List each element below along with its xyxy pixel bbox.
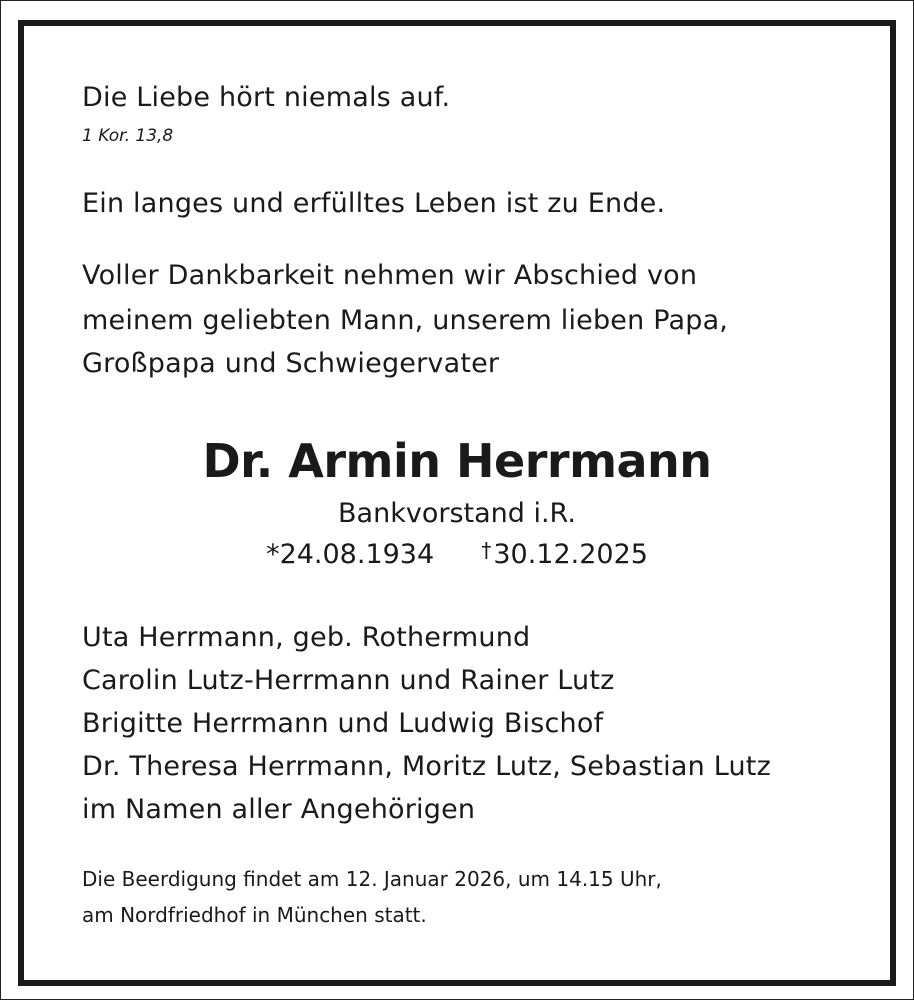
verse-text: Die Liebe hört niemals auf. [82,82,451,113]
verse-reference: 1 Kor. 13,8 [82,126,174,146]
mourner-line: Carolin Lutz-Herrmann und Rainer Lutz [82,665,615,696]
life-dates [24,538,890,570]
funeral-info-line: Die Beerdigung findet am 12. Januar 2026, um 14.15 Uhr, [82,867,662,891]
deceased-name: Dr. Armin Herrmann [202,434,712,488]
announcement-line: Voller Dankbarkeit nehmen wir Abschied von [82,260,698,291]
announcement-line: Großpapa und Schwiegervater [82,348,500,379]
mourner-line: Uta Herrmann, geb. Rothermund [82,622,531,653]
funeral-info-line: am Nordfriedhof in München statt. [82,903,427,927]
announcement-line: meinem geliebten Mann, unserem lieben Papa, [82,305,729,336]
mourner-line: Dr. Theresa Herrmann, Moritz Lutz, Sebastian Lutz [82,751,771,782]
mourner-line: im Namen aller Angehörigen [82,794,476,825]
obituary-notice [18,20,896,986]
birth-date: 24.08.1934 [279,539,435,570]
death-date: 30.12.2025 [493,539,648,570]
mourner-line: Brigitte Herrmann und Ludwig Bischof [82,708,604,739]
birth-symbol: * [266,539,280,570]
death-symbol: † [481,538,492,562]
deceased-title: Bankvorstand i.R. [338,498,576,529]
intro-text: Ein langes und erfülltes Leben ist zu Ende. [82,188,666,219]
